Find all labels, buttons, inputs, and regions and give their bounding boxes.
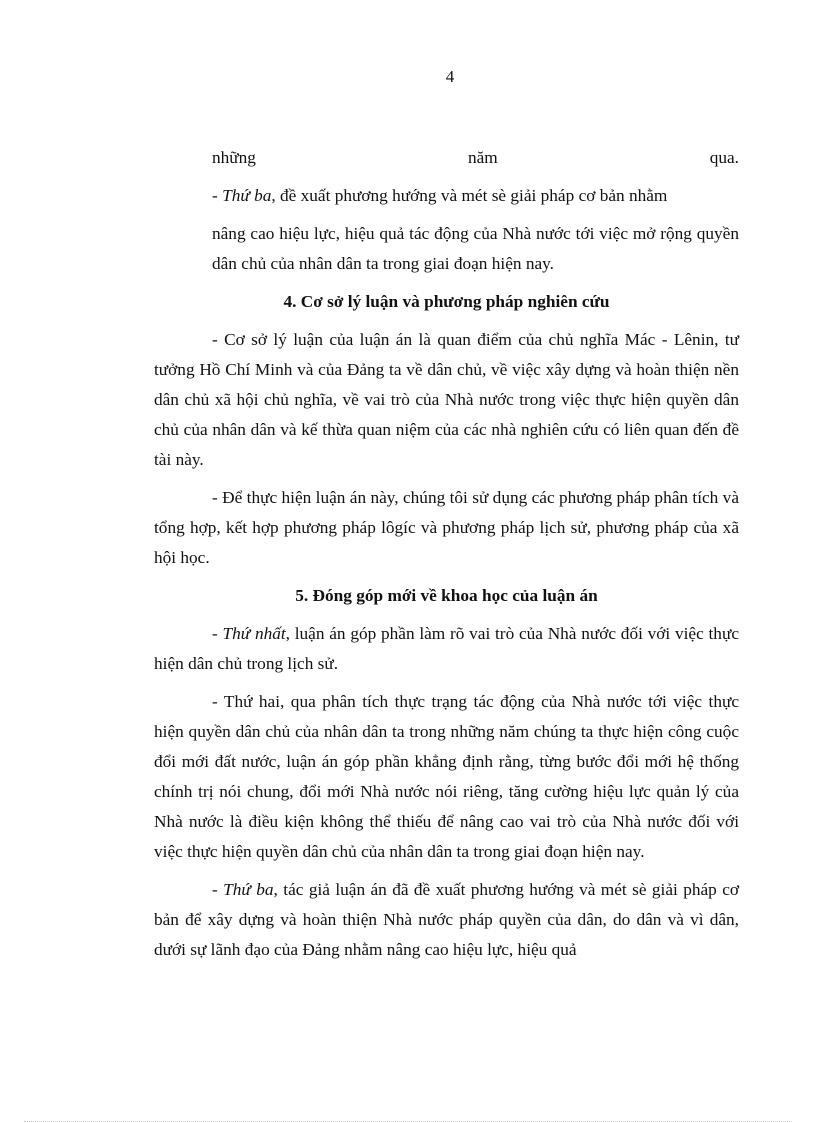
bullet-dash: - [212, 880, 224, 899]
bullet-dash: - [212, 624, 223, 643]
paragraph-objective-continued [154, 219, 739, 279]
emphasis-thu-ba: Thứ ba [222, 186, 272, 205]
paragraph-third-contribution [154, 875, 739, 965]
document-body [154, 143, 739, 973]
paragraph-text: nâng cao hiệu lực, hiệu quả tác động của Nhà nước tới việc mở rộng quyền dân chủ của nhân dân ta trong giai đoạn hiện nay. [212, 224, 739, 273]
page-number: 4 [445, 67, 455, 86]
paragraph-research-methods: - Để thực hiện luận án này, chúng tôi sử dụng các phương pháp phân tích và tổng hợp, kết hợp phương pháp lôgíc và phương pháp lịch sử, phương pháp của xã hội học. [154, 488, 739, 567]
bullet-dash: - [212, 186, 223, 205]
page-bottom-divider [24, 1121, 792, 1122]
emphasis-thu-nhat: Thứ nhất [222, 624, 286, 643]
paragraph-third-objective [154, 181, 739, 211]
paragraph-continuation: những năm qua. [212, 148, 739, 167]
paragraph-text: , tác giả luận án đã đề xuất phương hướng và mét sè giải pháp cơ bản để xây dựng và hoàn thiện Nhà nước pháp quyền của dân, do dân và vì dân, dưới sự lãnh đạo của Đảng nhằm nâng cao hiệu lực, hiệu quả [154, 880, 740, 959]
section-heading-4: 4. Cơ sở lý luận và phương pháp nghiên cứu [283, 292, 610, 311]
paragraph-first-contribution [154, 619, 739, 679]
paragraph-text: , đề xuất phương hướng và mét sè giải pháp cơ bản nhằm [271, 186, 668, 205]
paragraph-theoretical-basis: - Cơ sở lý luận của luận án là quan điểm của chủ nghĩa Mác - Lênin, tư tưởng Hồ Chí Minh và của Đảng ta về dân chủ, về việc xây dựng và hoàn thiện nền dân chủ xã hội chủ nghĩa, về vai trò của Nhà nước trong việc thực hiện quyền dân chủ của nhân dân và kế thừa quan niệm của các nhà nghiên cứu có liên quan đến đề tài này. [154, 330, 739, 469]
paragraph-second-contribution: - Thứ hai, qua phân tích thực trạng tác động của Nhà nước tới việc thực hiện quyền dân chủ của nhân dân ta trong những năm chúng ta thực hiện công cuộc đổi mới đất nước, luận án góp phần khẳng định rằng, từng bước đổi mới hệ thống chính trị nói chung, đổi mới Nhà nước nói riêng, tăng cường hiệu lực quản lý của Nhà nước là điều kiện không thể thiếu để nâng cao vai trò của Nhà nước đối với việc thực hiện quyền dân chủ của nhân dân ta trong giai đoạn hiện nay. [154, 692, 739, 861]
section-heading-5: 5. Đóng góp mới về khoa học của luận án [295, 586, 598, 605]
paragraph-text: , luận án góp phần làm rõ vai trò của Nhà nước đối với việc thực hiện dân chủ trong lịch sử. [154, 624, 739, 673]
emphasis-thu-ba: Thứ ba [223, 880, 274, 899]
